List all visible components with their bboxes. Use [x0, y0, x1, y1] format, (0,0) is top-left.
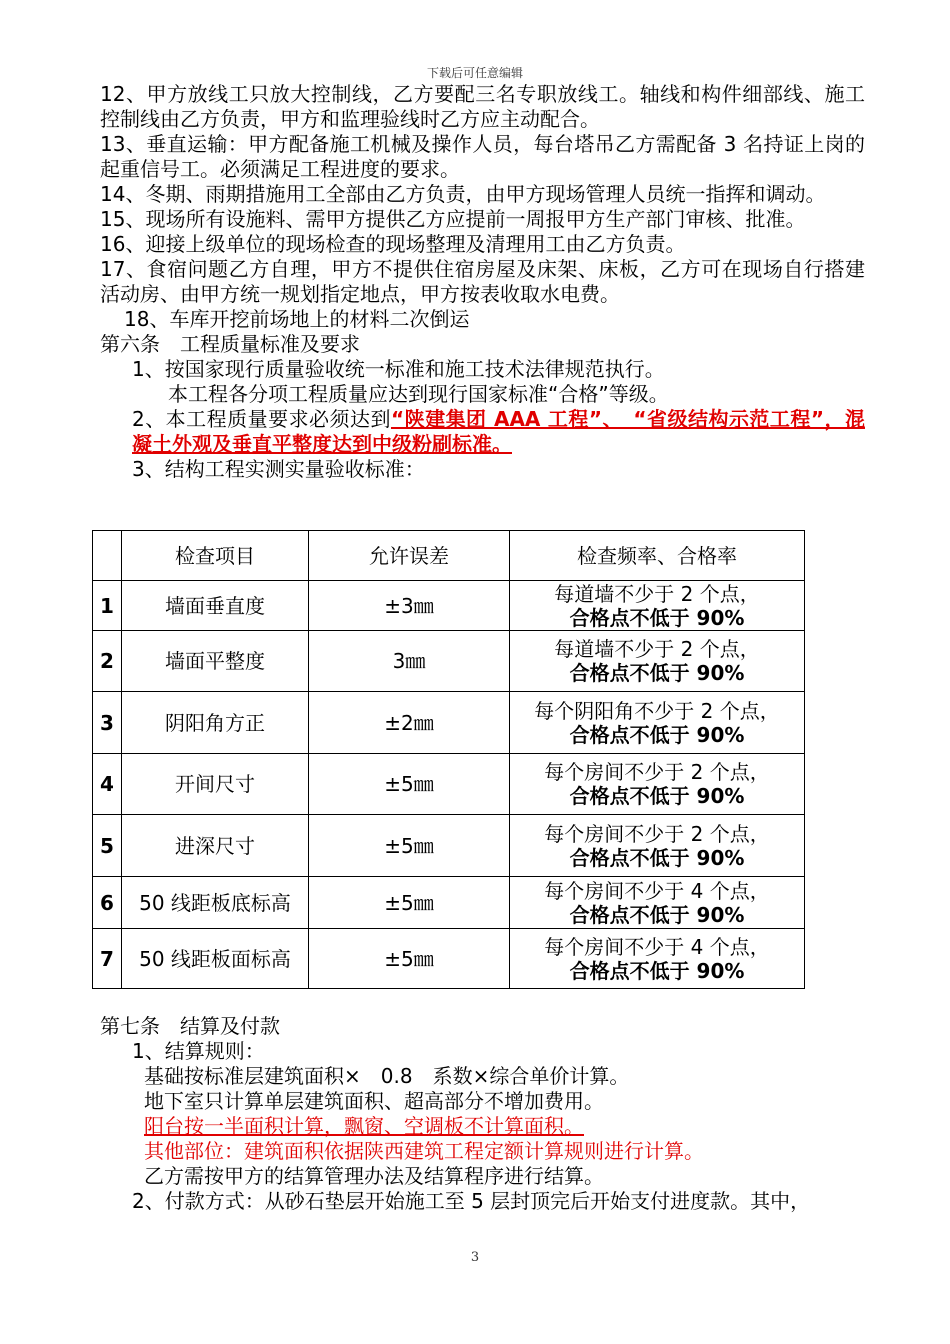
row-item: 50 线距板面标高 — [122, 929, 309, 989]
table-row — [93, 692, 805, 754]
item-15: 15、现场所有设施料、需甲方提供乙方应提前一周报甲方生产部门审核、批准。 — [100, 207, 806, 231]
item-13: 13、垂直运输：甲方配备施工机械及操作人员，每台塔吊乙方需配备 3 名持证上岗的起重信号工。必须满足工程进度的要求。 — [100, 132, 865, 181]
frequency-line1: 每个房间不少于 4 个点， — [544, 934, 770, 959]
row-no: 2 — [93, 631, 122, 692]
row-frequency — [510, 877, 805, 929]
frequency-line2: 合格点不低于 90% — [569, 902, 745, 927]
frequency-line1: 每个房间不少于 2 个点， — [544, 760, 770, 784]
section6-p1: 1、按国家现行质量验收统一标准和施工技术法律规范执行。 — [132, 357, 665, 381]
section6-title: 第六条 工程质量标准及要求 — [100, 332, 360, 356]
frequency-line2: 合格点不低于 90% — [569, 605, 745, 630]
section7-line2: 地下室只计算单层建筑面积、超高部分不增加费用。 — [144, 1089, 604, 1113]
section6-p1b: 本工程各分项工程质量应达到现行国家标准“合格”等级。 — [168, 382, 669, 406]
section7-p2: 2、付款方式：从砂石垫层开始施工至 5 层封顶完后开始支付进度款。其中， — [132, 1189, 811, 1213]
section6-p2-prefix: 2、本工程质量要求必须达到 — [132, 407, 391, 431]
frequency-line2: 合格点不低于 90% — [569, 661, 745, 685]
header-tolerance: 允许误差 — [309, 531, 510, 581]
inspection-table — [92, 530, 805, 989]
header-frequency: 检查频率、合格率 — [510, 531, 805, 581]
section7-p1: 1、结算规则： — [132, 1039, 265, 1063]
table-row — [93, 754, 805, 815]
row-item: 墙面垂直度 — [122, 581, 309, 631]
section6-p2-emphasis: “陕建集团 AAA 工程”、 “省级结构示范工程”，混凝土外观及垂直平整度达到中级粉刷标准。 — [132, 407, 865, 456]
row-no: 4 — [93, 754, 122, 815]
frequency-line2: 合格点不低于 90% — [569, 784, 745, 808]
table-row — [93, 815, 805, 877]
row-item: 进深尺寸 — [122, 815, 309, 877]
frequency-line2: 合格点不低于 90% — [569, 958, 745, 983]
row-no: 1 — [93, 581, 122, 631]
row-item: 50 线距板底标高 — [122, 877, 309, 929]
frequency-line1: 每道墙不少于 2 个点， — [554, 581, 760, 606]
table-header-row — [93, 531, 805, 581]
table-row — [93, 929, 805, 989]
row-tolerance: 3㎜ — [309, 631, 510, 692]
section6-p3: 3、结构工程实测实量验收标准： — [132, 457, 425, 481]
section7-title: 第七条 结算及付款 — [100, 1014, 280, 1038]
table-row — [93, 581, 805, 631]
section7-line1: 基础按标准层建筑面积× 0.8 系数×综合单价计算。 — [144, 1064, 630, 1088]
page-number: 3 — [470, 1250, 480, 1265]
table-row — [93, 631, 805, 692]
page-header: 下载后可任意编辑 — [426, 66, 523, 80]
section7-line5: 乙方需按甲方的结算管理办法及结算程序进行结算。 — [144, 1164, 604, 1188]
row-tolerance: ±3㎜ — [309, 581, 510, 631]
row-tolerance: ±5㎜ — [309, 877, 510, 929]
row-item: 开间尺寸 — [122, 754, 309, 815]
row-tolerance: ±2㎜ — [309, 692, 510, 754]
row-no: 7 — [93, 929, 122, 989]
clause-list — [100, 82, 865, 482]
section7 — [100, 1014, 865, 1214]
row-no: 6 — [93, 877, 122, 929]
row-frequency — [510, 631, 805, 692]
row-frequency — [510, 929, 805, 989]
row-tolerance: ±5㎜ — [309, 754, 510, 815]
item-17: 17、食宿问题乙方自理，甲方不提供住宿房屋及床架、床板，乙方可在现场自行搭建活动房、由甲方统一规划指定地点，甲方按表收取水电费。 — [100, 257, 865, 306]
frequency-line2: 合格点不低于 90% — [569, 845, 745, 870]
header-item: 检查项目 — [122, 531, 309, 581]
row-item: 墙面平整度 — [122, 631, 309, 692]
frequency-line1: 每个房间不少于 4 个点， — [544, 878, 770, 903]
section7-line3: 阳台按一半面积计算，飘窗、空调板不计算面积。 — [144, 1114, 584, 1138]
frequency-line2: 合格点不低于 90% — [569, 722, 745, 747]
header-no — [93, 531, 122, 581]
section6-p2 — [100, 407, 865, 457]
item-18: 18、车库开挖前场地上的材料二次倒运 — [124, 307, 470, 331]
row-tolerance: ±5㎜ — [309, 929, 510, 989]
table-row — [93, 877, 805, 929]
row-frequency — [510, 692, 805, 754]
frequency-line1: 每个房间不少于 2 个点， — [544, 821, 770, 846]
row-no: 3 — [93, 692, 122, 754]
item-14: 14、冬期、雨期措施用工全部由乙方负责，由甲方现场管理人员统一指挥和调动。 — [100, 182, 826, 206]
row-no: 5 — [93, 815, 122, 877]
row-frequency — [510, 754, 805, 815]
frequency-line1: 每个阴阳角不少于 2 个点， — [534, 698, 780, 723]
item-12: 12、甲方放线工只放大控制线，乙方要配三名专职放线工。轴线和构件细部线、施工控制线由乙方负责，甲方和监理验线时乙方应主动配合。 — [100, 82, 865, 131]
row-item: 阴阳角方正 — [122, 692, 309, 754]
section7-line4: 其他部位：建筑面积依据陕西建筑工程定额计算规则进行计算。 — [144, 1139, 704, 1163]
row-frequency — [510, 815, 805, 877]
row-frequency — [510, 581, 805, 631]
row-tolerance: ±5㎜ — [309, 815, 510, 877]
item-16: 16、迎接上级单位的现场检查的现场整理及清理用工由乙方负责。 — [100, 232, 686, 256]
frequency-line1: 每道墙不少于 2 个点， — [554, 637, 760, 661]
